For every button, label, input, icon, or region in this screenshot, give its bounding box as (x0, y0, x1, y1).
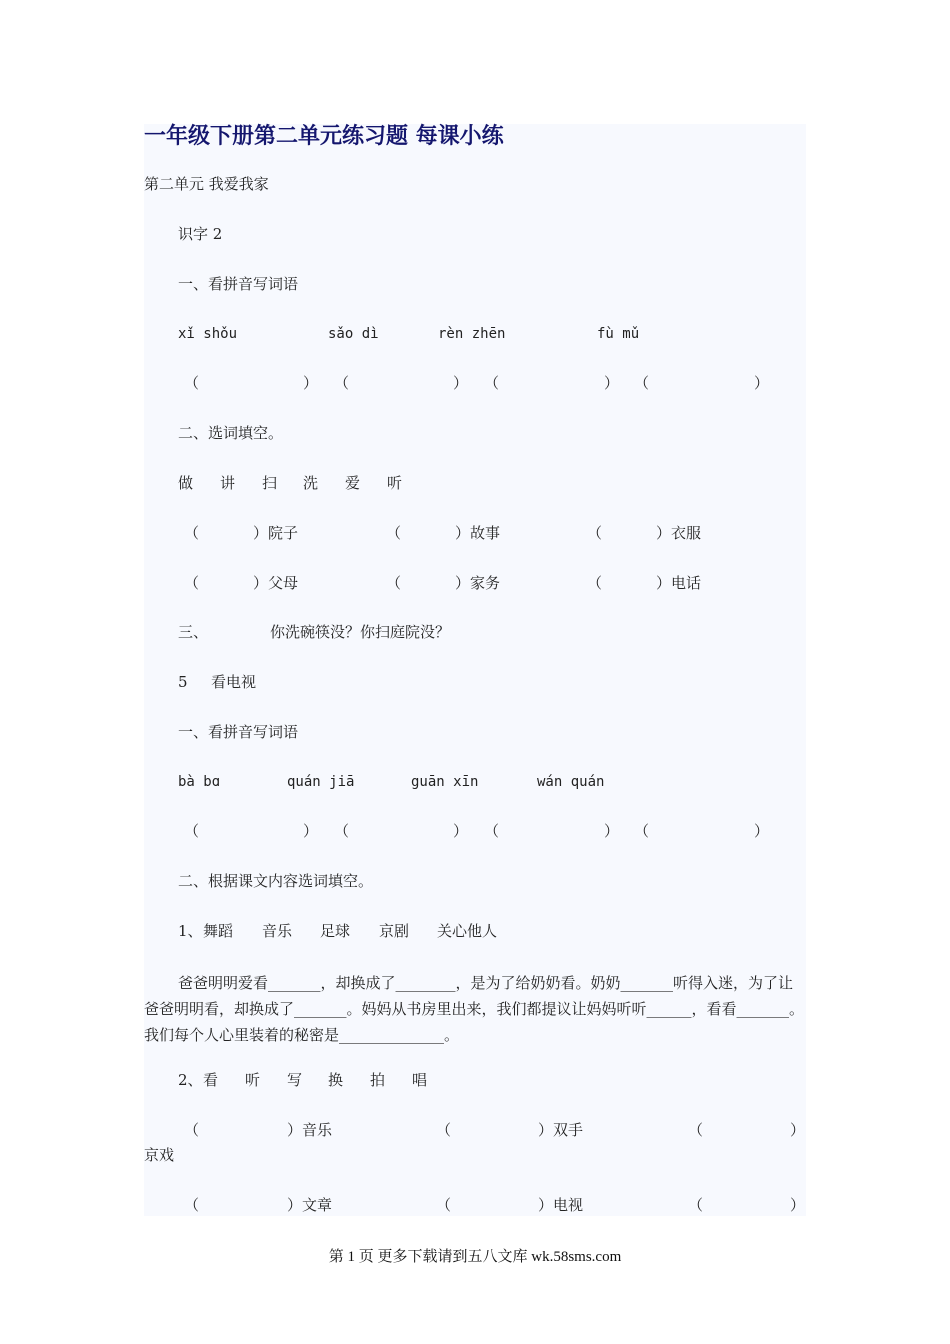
fill-item: ）父母 (253, 574, 299, 592)
pinyin-item: guān xīn (411, 774, 479, 790)
blank-open: （ (386, 524, 402, 542)
question-heading: 一、看拼音写词语 (178, 275, 299, 293)
question-heading: 二、选词填空。 (178, 424, 284, 442)
word-choice: 做 (178, 474, 194, 492)
pinyin-item: fù mǔ (597, 326, 640, 342)
question-text: 你洗碗筷没？你扫庭院没？ (270, 623, 451, 641)
blank-open: （ (184, 1196, 200, 1214)
blank-open: （ (436, 1196, 452, 1214)
blank-open: （ (184, 374, 200, 392)
blank-close: ） (790, 1196, 806, 1214)
blank-close: ） (604, 374, 620, 392)
blank-open: （ (184, 822, 200, 840)
blank-open: （ (184, 1121, 200, 1139)
lesson-number: 5 (178, 673, 188, 691)
unit-heading: 第二单元 我爱我家 (144, 175, 269, 193)
blank-close: ） (453, 374, 469, 392)
fill-item: 京戏 (144, 1146, 175, 1164)
lesson-title: 识字 2 (178, 225, 223, 243)
pinyin-item: wán quán (537, 774, 605, 790)
word-choice: 唱 (412, 1071, 428, 1089)
blank-open: （ (634, 374, 650, 392)
blank-close: ） (604, 822, 620, 840)
blank-open: （ (688, 1196, 704, 1214)
word-choice: 京剧 (379, 922, 410, 940)
question-heading: 二、根据课文内容选词填空。 (178, 872, 374, 890)
blank-open: （ (634, 822, 650, 840)
word-choice: 写 (287, 1071, 303, 1089)
word-choice: 扫 (262, 474, 278, 492)
blank-open: （ (334, 374, 350, 392)
fill-item: ）电话 (656, 574, 702, 592)
blank-open: （ (386, 574, 402, 592)
word-choice: 音乐 (262, 922, 293, 940)
fill-paragraph: 爸爸明明爱看_______，却换成了________，是为了给奶奶看。奶奶_______听得入迷，为了让爸爸明明看，却换成了_______。妈妈从书房里出来，我们都提议让妈妈听听______，看看_______。我们每个人心里装着的秘密是______________。 (144, 974, 805, 1044)
pinyin-item: quán jiā (287, 774, 355, 790)
blank-open: （ (484, 822, 500, 840)
word-choice: 听 (245, 1071, 261, 1089)
pinyin-item: xǐ shǒu (178, 326, 238, 342)
fill-item: ）文章 (287, 1196, 333, 1214)
sub-question-label: 1、 (178, 922, 203, 940)
word-choice: 足球 (320, 922, 351, 940)
pinyin-item: bà bɑ (178, 774, 221, 790)
blank-close: ） (303, 822, 319, 840)
word-choice: 看 (203, 1071, 219, 1089)
blank-close: ） (754, 822, 770, 840)
question-label: 三、 (178, 623, 209, 641)
page-footer: 第 1 页 更多下载请到五八文库 wk.58sms.com (328, 1249, 622, 1265)
pinyin-item: sǎo dì (328, 326, 379, 342)
blank-close: ） (754, 374, 770, 392)
question-heading: 一、看拼音写词语 (178, 723, 299, 741)
word-choice: 舞蹈 (203, 922, 234, 940)
sub-question-label: 2、 (178, 1071, 203, 1089)
pinyin-item: rèn zhēn (438, 326, 506, 342)
blank-open: （ (688, 1121, 704, 1139)
word-choice: 关心他人 (437, 922, 498, 940)
blank-open: （ (436, 1121, 452, 1139)
word-choice: 洗 (303, 474, 319, 492)
page-title: 一年级下册第二单元练习题 每课小练 (144, 124, 504, 149)
word-choice: 听 (387, 474, 403, 492)
fill-item: ）院子 (253, 524, 299, 542)
word-choice: 讲 (220, 474, 236, 492)
fill-item: ）音乐 (287, 1121, 333, 1139)
blank-open: （ (184, 524, 200, 542)
blank-open: （ (587, 524, 603, 542)
blank-open: （ (587, 574, 603, 592)
word-choice: 换 (328, 1071, 344, 1089)
blank-open: （ (334, 822, 350, 840)
blank-close: ） (453, 822, 469, 840)
blank-open: （ (484, 374, 500, 392)
lesson-title: 看电视 (211, 673, 257, 691)
fill-item: ）家务 (455, 574, 501, 592)
fill-item: ）故事 (455, 524, 501, 542)
word-choice: 爱 (345, 474, 361, 492)
word-choice: 拍 (370, 1071, 386, 1089)
blank-close: ） (303, 374, 319, 392)
fill-item: ）衣服 (656, 524, 702, 542)
blank-open: （ (184, 574, 200, 592)
blank-close: ） (790, 1121, 806, 1139)
fill-item: ）电视 (538, 1196, 584, 1214)
fill-item: ）双手 (538, 1121, 584, 1139)
